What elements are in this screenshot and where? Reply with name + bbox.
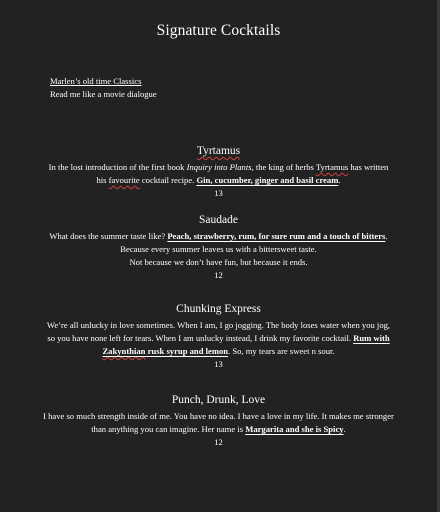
description-text: . (338, 175, 341, 185)
description-text: What does the summer taste like? (49, 231, 168, 241)
page-title: Signature Cocktails (156, 22, 281, 39)
classics-link[interactable]: Marlen’s old time Classics (50, 76, 142, 86)
description-text: . Because every summer leaves us with a bittersweet taste. (120, 231, 388, 254)
cocktail-price: 13 (214, 359, 223, 369)
ingredients-link-part: Zakynthian (102, 346, 146, 356)
ingredients-link[interactable]: Peach, strawberry, rum, for sure rum and a touch of bitters (167, 231, 386, 241)
cocktail-section-tyrtamus (46, 144, 391, 200)
intro-links (50, 75, 157, 100)
description-text: cocktail recipe. (139, 175, 197, 185)
cocktail-title (46, 144, 391, 158)
description-text: . (343, 424, 346, 434)
cocktail-description (46, 161, 391, 187)
description-text: I have so much strength inside of me. You have no idea. I have a love in my life. It makes me stronger than anything you can imagine. Her name is (43, 411, 394, 434)
cocktail-title: Chunking Express (176, 303, 261, 315)
description-text: , the king of herbs (251, 162, 316, 172)
description-text: favourite (108, 175, 140, 185)
description-text: has written his (96, 162, 389, 185)
cocktail-price: 12 (214, 437, 223, 447)
cocktail-title: Saudade (199, 214, 238, 226)
cocktail-section-saudade (46, 213, 391, 282)
cocktail-price: 13 (214, 188, 223, 198)
ingredients-link[interactable]: Gin, cucumber, ginger and basil cream (196, 175, 339, 185)
description-text: In the lost introduction of the first book (48, 162, 187, 172)
cocktail-description (46, 230, 391, 269)
cocktail-description (46, 319, 391, 358)
ingredients-link-part: Rum with (353, 333, 390, 343)
book-title: Inquiry into Plants (186, 162, 252, 172)
ingredients-link[interactable]: Margarita and she is Spicy (245, 424, 344, 434)
cocktail-section-chunking-express (46, 302, 391, 371)
description-text: We’re all unlucky in love sometimes. When I am, I go jogging. The body loses water when you jog, so you have none left for tears. When I am unlucky instead, I drink my favorite cocktail. (46, 320, 391, 343)
cocktail-title: Punch, Drunk, Love (171, 394, 266, 406)
description-text: Not because we don’t have fun, but because it ends. (129, 257, 308, 267)
cocktail-section-punch-drunk-love (40, 393, 397, 449)
movie-dialogue-text: Read me like a movie dialogue (50, 88, 157, 99)
description-text: . So, my tears are sweet n sour. (228, 346, 335, 356)
ingredients-link-part: rusk syrup and lemon (145, 346, 229, 356)
description-text: Tyrtamus (315, 162, 349, 172)
cocktail-title-text: Tyrtamus (196, 145, 241, 157)
cocktail-description (40, 410, 397, 436)
cocktail-price: 12 (214, 270, 223, 280)
